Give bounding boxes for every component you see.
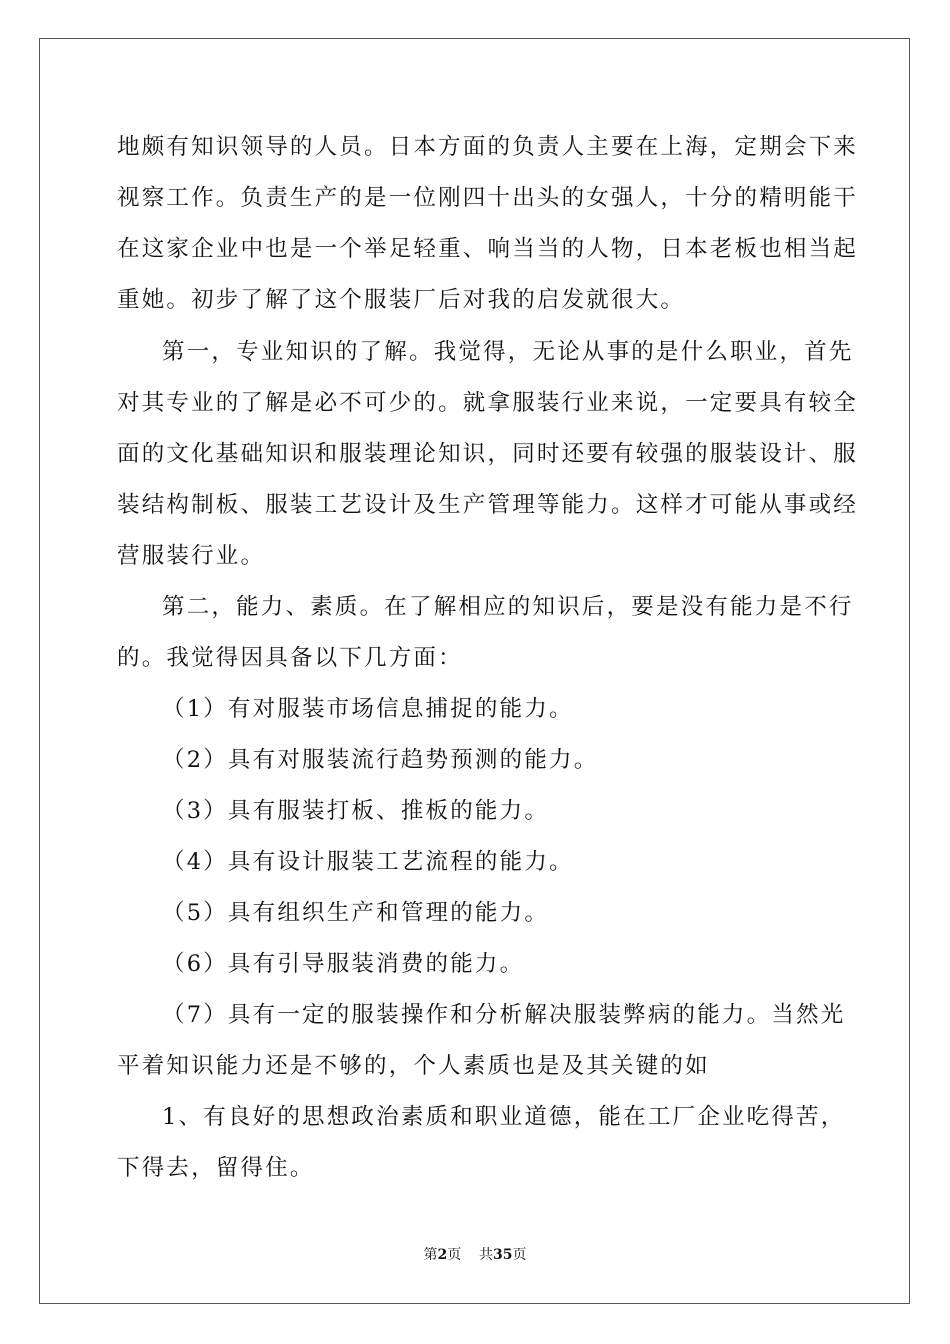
list-item: （3）具有服装打板、推板的能力。 xyxy=(162,798,550,824)
text-line: 地颇有知识领导的人员。日本方面的负责人主要在上海，定期会下来 xyxy=(117,134,859,160)
total-label-prefix: 共 xyxy=(479,1247,494,1263)
list-item: （2）具有对服装流行趋势预测的能力。 xyxy=(162,747,599,773)
text-line: 的。我觉得因具备以下几方面： xyxy=(117,645,463,671)
list-item: （7）具有一定的服装操作和分析解决服装弊病的能力。当然光 xyxy=(162,1002,846,1028)
list-item: （1）有对服装市场信息捕捉的能力。 xyxy=(162,696,574,722)
text-line: 对其专业的了解是必不可少的。就拿服装行业来说，一定要具有较全 xyxy=(117,390,859,416)
text-line: 1、有良好的思想政治素质和职业道德，能在工厂企业吃得苦， xyxy=(162,1104,846,1130)
text-line: 第一，专业知识的了解。我觉得，无论从事的是什么职业，首先 xyxy=(162,339,854,365)
text-line: 视察工作。负责生产的是一位刚四十出头的女强人，十分的精明能干 xyxy=(117,185,859,211)
list-item: （6）具有引导服装消费的能力。 xyxy=(162,951,525,977)
page-number: 2 xyxy=(437,1247,448,1263)
text-line: 装结构制板、服装工艺设计及生产管理等能力。这样才可能从事或经 xyxy=(117,492,859,518)
text-line: 下得去，留得住。 xyxy=(117,1155,315,1181)
text-line: 第二，能力、素质。在了解相应的知识后，要是没有能力是不行 xyxy=(162,594,854,620)
text-line: 重她。初步了解了这个服装厂后对我的启发就很大。 xyxy=(117,287,686,313)
page-label-suffix: 页 xyxy=(447,1247,462,1263)
list-item: （5）具有组织生产和管理的能力。 xyxy=(162,900,550,926)
text-line: 营服装行业。 xyxy=(117,543,266,569)
page-footer xyxy=(0,1245,950,1265)
text-line: 面的文化基础知识和服装理论知识，同时还要有较强的服装设计、服 xyxy=(117,441,859,467)
page-label-prefix: 第 xyxy=(423,1247,438,1263)
list-item: （4）具有设计服装工艺流程的能力。 xyxy=(162,849,574,875)
total-pages: 35 xyxy=(493,1247,513,1263)
total-label-suffix: 页 xyxy=(512,1247,527,1263)
text-line: 平着知识能力还是不够的，个人素质也是及其关键的如 xyxy=(117,1053,710,1079)
text-line: 在这家企业中也是一个举足轻重、响当当的人物，日本老板也相当起 xyxy=(117,236,859,262)
